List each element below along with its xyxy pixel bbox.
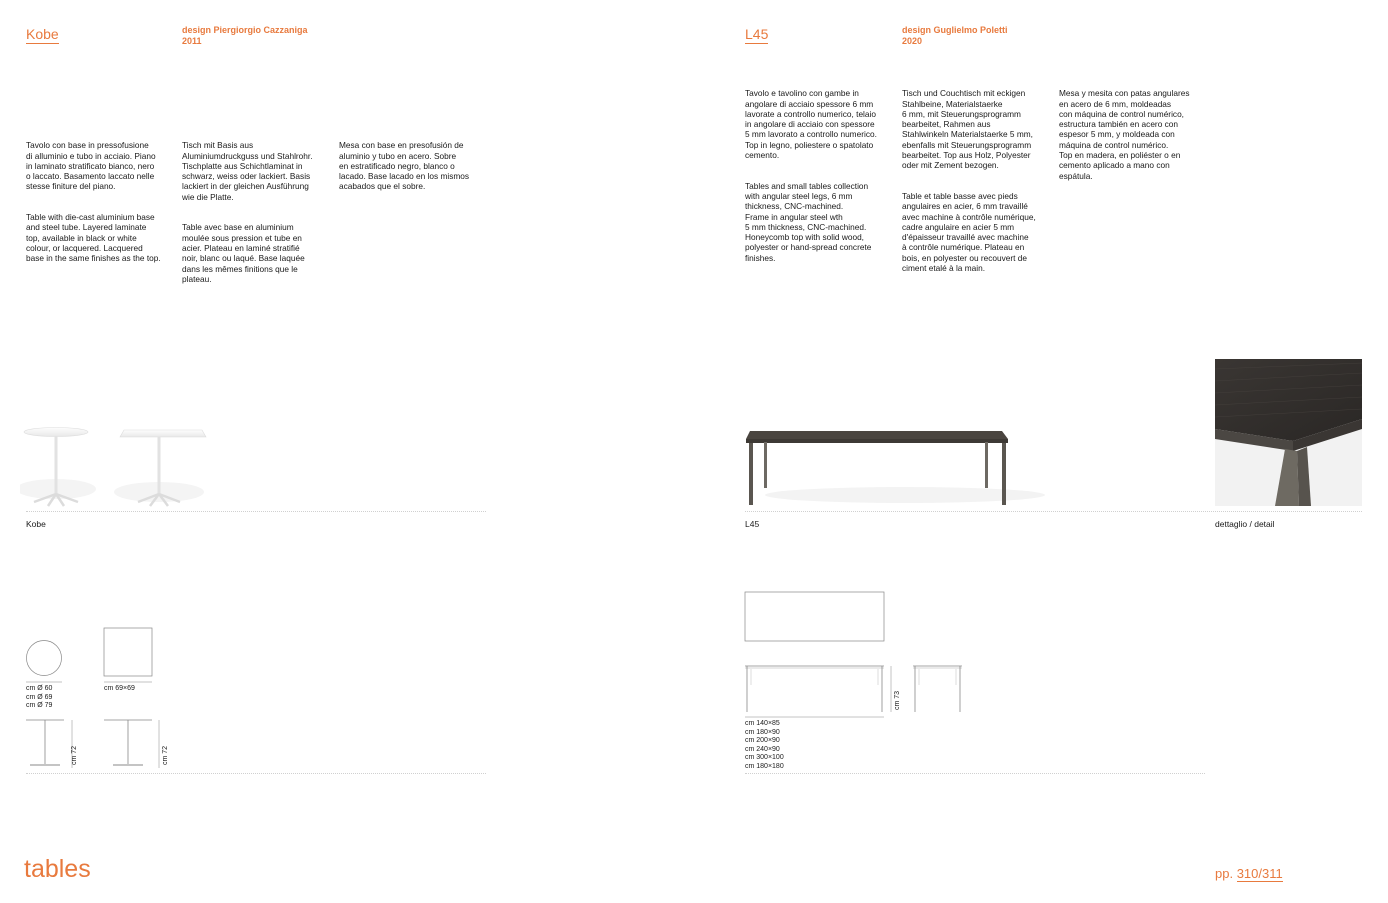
kobe-text-fr: Table avec base en aluminium moulée sous pression et tube en acier. Plateau en laminé stratifié noir, blanc ou laqué. Base laquée dans les mêmes finitions que le plateau. [182, 222, 305, 284]
kobe-dim-round: cm Ø 60 cm Ø 69 cm Ø 79 [26, 685, 53, 709]
kobe-divider-2 [26, 773, 486, 774]
kobe-text-de: Tisch mit Basis aus Aluminiumdruckguss und Stahlrohr. Tischplatte aus Schichtlaminat in schwarz, weiss oder lackiert. Basis lackiert in der gleichen Ausführung wie die Platte. [182, 140, 313, 202]
l45-year: 2020 [902, 36, 923, 46]
kobe-height-dim-1: cm 72 [71, 745, 78, 765]
l45-technical-drawing [743, 590, 968, 720]
kobe-product-image [20, 420, 220, 512]
kobe-text-col3 [339, 130, 489, 212]
l45-text-es: Mesa y mesita con patas angulares en acero de 6 mm, moldeadas con máquina de control numérico, estructura también en acero con espesor 5 mm, y moldeada con máquina de control numérico. Top en madera, en poliéster o en cemento aplicado a mano con espátula. [1059, 88, 1190, 181]
kobe-text-it: Tavolo con base in pressofusione di alluminio e tubo in acciaio. Piano in laminato stratificato bianco, nero o laccato. Basamento laccato nelle stesse finiture del piano. [26, 140, 156, 192]
kobe-text-col2 [182, 130, 332, 304]
l45-title: L45 [745, 26, 769, 42]
l45-text-col3 [1059, 78, 1211, 201]
kobe-plan-drawing [24, 624, 174, 684]
l45-text-col2 [902, 78, 1054, 294]
kobe-text-es: Mesa con base en presofusión de aluminio y tubo en acero. Sobre en estratificado negro, blanco o lacado. Base lacado en los mismos acabados que el sobre. [339, 140, 470, 192]
page-prefix: pp. [1215, 866, 1234, 881]
kobe-title: Kobe [26, 26, 59, 42]
page-range[interactable]: 310/311 [1236, 866, 1283, 881]
l45-designer-name: design Guglielmo Poletti [902, 25, 1008, 35]
l45-height-dim: cm 73 [894, 690, 901, 710]
page-numbers [1215, 866, 1283, 881]
kobe-caption: Kobe [26, 519, 46, 529]
kobe-dim-square: cm 69×69 [104, 685, 135, 692]
l45-text-it: Tavolo e tavolino con gambe in angolare di acciaio spessore 6 mm lavorate a controllo numerico, telaio in angolare di acciaio con spessore 5 mm lavorato a controllo numerico. Top in legno, poliestere o spatolato cemento. [745, 88, 877, 161]
l45-designer [902, 25, 1008, 47]
l45-text-col1 [745, 78, 897, 283]
kobe-designer [182, 25, 308, 47]
l45-text-de: Tisch und Couchtisch mit eckigen Stahlbeine, Materialstaerke 6 mm, mit Steuerungsprogramm bearbeitet, Rahmen aus Stahlwinkeln Materialstaerke 5 mm, ebenfalls mit Steuerungsprogramm bearbeitet. Top aus Holz, Polyester oder mit Zement bezogen. [902, 88, 1033, 171]
kobe-height-dim-2: cm 72 [162, 745, 169, 765]
kobe-divider-1 [26, 511, 486, 512]
l45-detail-caption: dettaglio / detail [1215, 519, 1275, 529]
l45-detail-image [1215, 359, 1362, 506]
kobe-designer-name: design Piergiorgio Cazzaniga [182, 25, 308, 35]
l45-text-en: Tables and small tables collection with angular steel legs, 6 mm thickness, CNC-machined. Frame in angular steel wth 5 mm thickness, CNC-machined. Honeycomb top with solid wood, polyester or hand-spread concrete finishes. [745, 180, 872, 263]
l45-divider-1 [745, 511, 1362, 512]
kobe-elevation-drawing [24, 716, 174, 770]
kobe-year: 2011 [182, 36, 202, 46]
l45-dims: cm 140×85 cm 180×90 cm 200×90 cm 240×90 cm 300×100 cm 180×180 [745, 720, 784, 770]
kobe-text-col1 [26, 130, 176, 284]
kobe-text-en: Table with die-cast aluminium base and steel tube. Layered laminate top, available in black or white colour, or lacquered. Lacquered base in the same finishes as the top. [26, 212, 161, 264]
l45-caption: L45 [745, 519, 760, 529]
l45-divider-2 [745, 773, 1205, 774]
l45-product-image [740, 420, 1060, 512]
section-title: tables [24, 855, 91, 883]
l45-text-fr: Table et table basse avec pieds angulaires en acier, 6 mm travaillé avec machine à contrôle numérique, cadre angulaire en acier 5 mm d'épaisseur travaillé avec machine à contrôle numérique. Plateau en bois, en polyester ou recouvert de ciment etalé à la main. [902, 190, 1036, 274]
